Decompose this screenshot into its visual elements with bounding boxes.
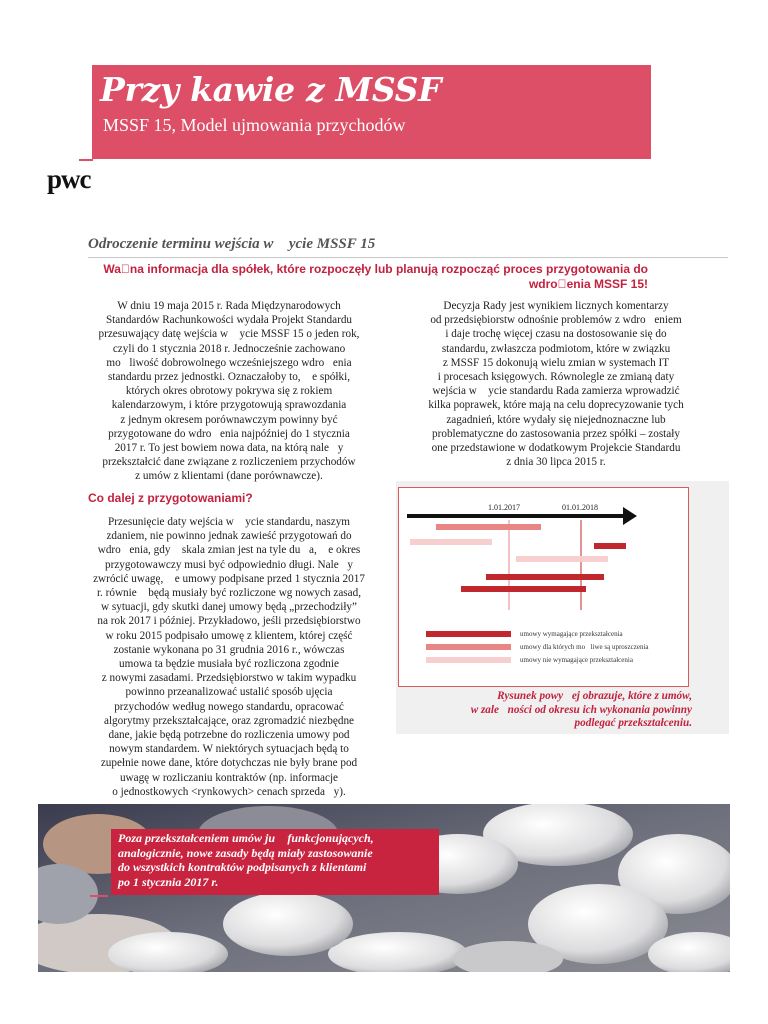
left-column-paragraph-1: W dniu 19 maja 2015 r. Rada Międzynarodowych Standardów Rachunkowości wydała Projekt Standardu przesuwający datę wejścia w  ycie MSSF 15 o jeden rok, czyli do 1 stycznia 2018 r. Jednocześnie zachowano mo liwość dobrowolnego wcześniejszego wdro enia standardu przez jednostki. Oznaczałoby to,  e spółki, których okres obrotowy pokrywa się z rokiem kalendarzowym, i które przygotowują sprawozdania z jednym okresem porównawczym powinny być przygotowane do wdro enia najpóźniej do 1 stycznia 2017 r. To jest bowiem nowa data, na którą nale y przekształcić dane związane z rozliczeniem przychodów z umów z klientami (dane porównawcze). (98, 300, 360, 483)
timeline-bar (486, 574, 604, 580)
quote-text: Poza przekształceniem umów ju  funkcjonujących, analogicznie, nowe zasady będą miały zastosowanie do wszystkich kontraktów podpisanych z klientami po 1 stycznia 2017 r. (118, 831, 374, 889)
pwc-logo: pwc (47, 164, 91, 194)
timeline-bar (410, 539, 492, 545)
timeline-arrow-head (623, 507, 637, 525)
timeline-bar (436, 524, 541, 530)
page-subtitle: MSSF 15, Model ujmowania przychodów (103, 115, 406, 135)
legend-swatch (426, 644, 511, 650)
legend-label: umowy dla których mo liwe są uproszczenia (520, 643, 649, 651)
timeline-bar (516, 556, 608, 562)
timeline-figure (398, 487, 689, 687)
timeline-bar (594, 543, 626, 549)
section-divider (88, 257, 728, 258)
legend-swatch (426, 631, 511, 637)
quote-accent-line (90, 895, 108, 897)
right-column-paragraph-1: Decyzja Rady jest wynikiem licznych komentarzy od przedsiębiorstw odnośnie problemów z wdro eniem i daje trochę więcej czasu na dostosowanie się do standardu, zwłaszcza podmiotom, które w związku z MSSF 15 dokonują wielu zmian w systemach IT i procesach księgowych. Równolegle ze zmianą daty wejścia w  ycie standardu Rada zamierza wprowadzić kilka poprawek, które mają na celu doprecyzowanie tych zagadnień, które wydały się niejednoznaczne lub problematyczne do zastosowania przez spółki – zostały one przedstawione w dodatkowym Projekcie Standardu z dnia 30 lipca 2015 r. (428, 300, 684, 469)
subheading: Co dalej z przygotowaniami? (88, 491, 253, 505)
legend-label: umowy wymagające przekształcenia (520, 630, 623, 638)
section-title: Odroczenie terminu wejścia w  ycie MSSF 15 (88, 236, 376, 252)
date-label-2017: 1.01.2017 (488, 503, 520, 512)
figure-caption: Rysunek powy ej obrazuje, które z umów, w zale ności od okresu ich wykonania powinny podlegać przekształceniu. (470, 690, 692, 729)
important-notice: Wa na informacja dla spółek, które rozpoczęły lub planują rozpocząć proces przygotowania do wdro enia MSSF 15! (103, 262, 648, 291)
timeline-chart (399, 488, 690, 688)
timeline-bar (461, 586, 586, 592)
legend-swatch (426, 657, 511, 663)
legend-label: umowy nie wymagające przekształcenia (520, 656, 633, 664)
date-label-2018: 01.01.2018 (562, 503, 598, 512)
page-title: Przy kawie z MSSF (100, 70, 442, 109)
left-column-paragraph-2: Przesunięcie daty wejścia w  ycie standardu, naszym zdaniem, nie powinno jednak zawieść przygotowań do wdro enia, gdy  skala zmian jest na tyle du a,  e okres przygotowawczy musi być odpowiednio długi. Nale y zwrócić uwagę,  e umowy podpisane przed 1 stycznia 2017 r. równie  będą musiały być rozliczone wg nowych zasad, w sytuacji, gdy skutki danej umowy będą „przechodziły” na rok 2017 i później. Przykładowo, jeśli przedsiębiorstwo w roku 2015 podpisało umowę z klientem, której część zostanie wykonana po 31 grudnia 2016 r., wówczas umowa ta będzie musiała być rozliczona zgodnie z nowymi zasadami. Przedsiębiorstwo w takim wypadku powinno przeanalizować ustalić sposób ujęcia przychodów według nowego standardu, opracować algorytmy przekształcające, oraz zgromadzić niezbędne dane, jakie będą potrzebne do rozliczenia umowy pod nowym standardem. W niektórych sytuacjach będą to zupełnie nowe dane, które dotychczas nie były brane pod uwagę w rozliczaniu kontraktów (np. informacje o jednostkowych <rynkowych> cenach sprzeda y). (93, 516, 365, 798)
accent-line (79, 159, 93, 161)
